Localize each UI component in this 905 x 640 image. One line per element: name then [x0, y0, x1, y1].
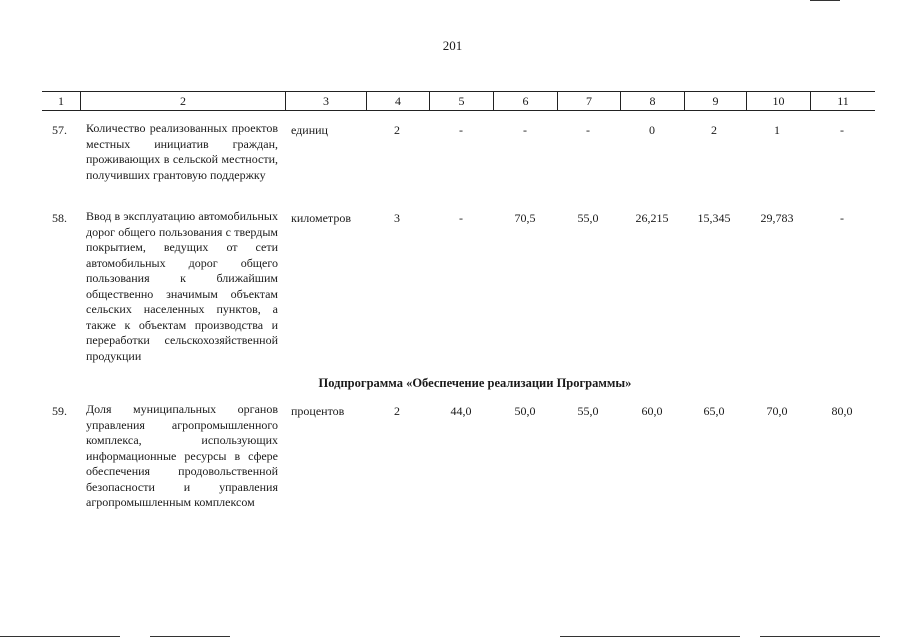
value-cell: 60,0	[641, 404, 663, 418]
scan-edge-line	[810, 0, 840, 1]
column-header-9: 9	[684, 92, 746, 110]
column-header-7: 7	[557, 92, 620, 110]
column-header-5: 5	[429, 92, 493, 110]
value-cell: 50,0	[514, 404, 536, 418]
value-cell: 3	[394, 211, 400, 225]
column-header-1: 1	[58, 94, 64, 108]
value-cell: 55,0	[577, 404, 599, 418]
value-cell: 2	[711, 123, 717, 137]
value-cell: 2	[394, 404, 400, 418]
column-header-11: 11	[810, 92, 875, 110]
column-header-4: 4	[366, 92, 429, 110]
value-cell: -	[459, 211, 463, 225]
scan-edge-line	[560, 636, 740, 637]
value-cell: 26,215	[635, 211, 669, 225]
subprogram-title: Подпрограмма «Обеспечение реализации Программы»	[318, 376, 632, 390]
column-header-8: 8	[620, 92, 684, 110]
column-header-6: 6	[493, 92, 557, 110]
value-cell: 70,5	[514, 211, 536, 225]
table-header-row	[42, 91, 875, 111]
value-cell: -	[459, 123, 463, 137]
unit-of-measure: единиц	[291, 123, 328, 137]
value-cell: 80,0	[831, 404, 853, 418]
unit-of-measure: процентов	[291, 404, 345, 418]
row-number: 59.	[52, 404, 67, 418]
value-cell: 2	[394, 123, 400, 137]
value-cell: -	[586, 123, 590, 137]
value-cell: 55,0	[577, 211, 599, 225]
scan-edge-line	[760, 636, 880, 637]
value-cell: 0	[649, 123, 655, 137]
value-cell: 15,345	[697, 211, 731, 225]
value-cell: 44,0	[450, 404, 472, 418]
value-cell: -	[840, 211, 844, 225]
value-cell: -	[523, 123, 527, 137]
column-header-10: 10	[746, 92, 810, 110]
scan-edge-line	[150, 636, 230, 637]
row-number: 57.	[52, 123, 67, 137]
indicator-name: Количество реализованных проектов местных инициатив граждан, проживающих в сельской местности, получивших грантовую поддержку	[86, 121, 278, 182]
indicator-name: Ввод в эксплуатацию автомобильных дорог общего пользования с твердым покрытием, ведущих от сети автомобильных дорог общего пользования к ближайшим общественно значимым объектам сельских населенных пунктов, а также к объектам производства и переработки сельскохозяйственной продукции	[86, 209, 278, 363]
page-number: 201	[442, 38, 463, 53]
scan-edge-line	[0, 636, 120, 637]
column-header-2: 2	[80, 92, 285, 110]
value-cell: -	[840, 123, 844, 137]
row-number: 58.	[52, 211, 67, 225]
value-cell: 70,0	[766, 404, 788, 418]
value-cell: 1	[774, 123, 780, 137]
value-cell: 29,783	[760, 211, 794, 225]
unit-of-measure: километров	[291, 211, 351, 225]
column-header-3: 3	[285, 92, 366, 110]
value-cell: 65,0	[703, 404, 725, 418]
indicator-name: Доля муниципальных органов управления агропромышленного комплекса, использующих информационные ресурсы в сфере обеспечения продовольственной безопасности и управления агропромышленным комплексом	[86, 402, 278, 509]
